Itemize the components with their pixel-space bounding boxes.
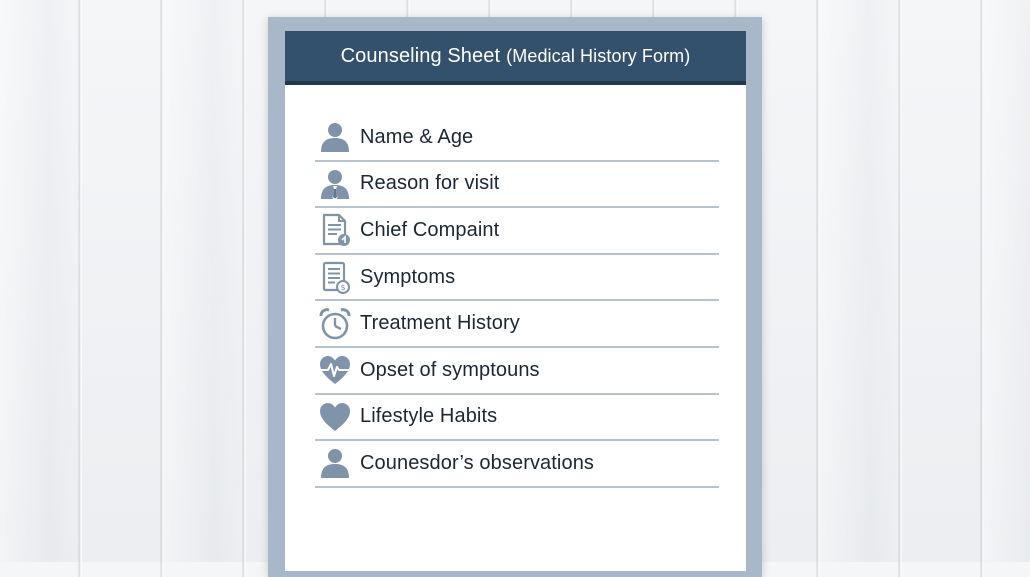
sheet-subtitle: (Medical History Form) xyxy=(506,45,691,66)
sheet-header xyxy=(285,31,746,85)
row-label: Lifestyle Habits xyxy=(360,405,498,428)
heart-icon xyxy=(316,398,354,436)
row-label: Name & Age xyxy=(360,125,474,148)
row-label: Reason for visit xyxy=(360,172,500,195)
counseling-sheet xyxy=(285,31,746,571)
alarm-clock-icon xyxy=(316,305,354,343)
clipboard-document-icon xyxy=(316,211,354,249)
form-row-onset-of-symptoms[interactable] xyxy=(315,348,719,395)
row-label: Treatment History xyxy=(360,312,520,335)
form-row-lifestyle-habits[interactable] xyxy=(315,395,719,442)
row-label: Counesdor’s observations xyxy=(360,451,595,474)
form-rows xyxy=(315,115,719,488)
checklist-icon xyxy=(316,258,354,296)
form-row-name-age[interactable] xyxy=(315,115,719,162)
form-row-reason-for-visit[interactable] xyxy=(315,162,719,209)
person-icon xyxy=(316,444,354,482)
sheet-title: Counseling Sheet xyxy=(340,44,501,67)
person-icon xyxy=(316,118,354,156)
wall-plank xyxy=(0,0,82,562)
row-label: Chief Compaint xyxy=(360,218,500,241)
wall-plank xyxy=(820,0,902,562)
wall-plank xyxy=(984,0,1030,562)
wall-plank xyxy=(164,0,246,562)
form-row-counselor-observations[interactable] xyxy=(315,441,719,488)
person-tie-icon xyxy=(316,165,354,203)
row-label: Symptoms xyxy=(360,265,456,288)
heart-pulse-icon xyxy=(316,351,354,389)
form-row-treatment-history[interactable] xyxy=(315,301,719,348)
form-row-symptoms[interactable] xyxy=(315,255,719,302)
form-row-chief-complaint[interactable] xyxy=(315,208,719,255)
svg-text:$: $ xyxy=(340,283,346,293)
row-label: Opset of symptouns xyxy=(360,358,540,381)
